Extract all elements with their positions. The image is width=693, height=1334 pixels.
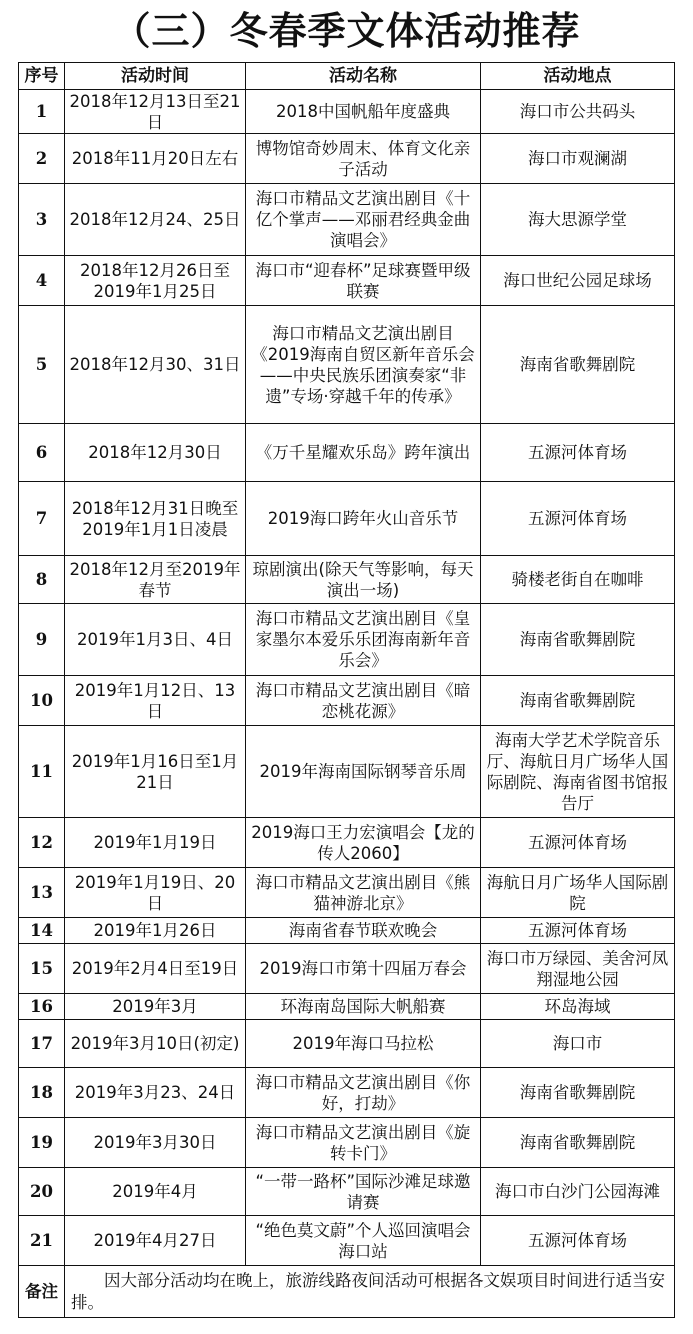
cell-num: 4 xyxy=(19,256,65,306)
cell-name: 2019海口跨年火山音乐节 xyxy=(246,482,481,556)
cell-time: 2018年11月20日左右 xyxy=(65,134,246,184)
cell-name: 环海南岛国际大帆船赛 xyxy=(246,994,481,1020)
cell-time: 2018年12月31日晚至2019年1月1日凌晨 xyxy=(65,482,246,556)
cell-name: 2018中国帆船年度盛典 xyxy=(246,90,481,134)
cell-place: 海口市白沙门公园海滩 xyxy=(481,1168,675,1216)
cell-place: 海南省歌舞剧院 xyxy=(481,1068,675,1118)
cell-place: 海航日月广场华人国际剧院 xyxy=(481,868,675,918)
cell-place: 五源河体育场 xyxy=(481,424,675,482)
cell-place: 五源河体育场 xyxy=(481,818,675,868)
table-row xyxy=(19,818,675,868)
cell-num: 3 xyxy=(19,184,65,256)
cell-time: 2019年3月10日(初定) xyxy=(65,1020,246,1068)
cell-name: “一带一路杯”国际沙滩足球邀请赛 xyxy=(246,1168,481,1216)
cell-time: 2018年12月26日至2019年1月25日 xyxy=(65,256,246,306)
cell-place: 海大思源学堂 xyxy=(481,184,675,256)
table-row xyxy=(19,604,675,676)
cell-name: 海口市精品文艺演出剧目《暗恋桃花源》 xyxy=(246,676,481,726)
cell-name: 海口市精品文艺演出剧目《熊猫神游北京》 xyxy=(246,868,481,918)
cell-place: 海南大学艺术学院音乐厅、海航日月广场华人国际剧院、海南省图书馆报告厅 xyxy=(481,726,675,818)
cell-name: 海南省春节联欢晚会 xyxy=(246,918,481,944)
cell-time: 2019年1月19日、20日 xyxy=(65,868,246,918)
cell-num: 14 xyxy=(19,918,65,944)
table-row xyxy=(19,184,675,256)
cell-num: 1 xyxy=(19,90,65,134)
cell-time: 2018年12月30日 xyxy=(65,424,246,482)
cell-place: 海南省歌舞剧院 xyxy=(481,1118,675,1168)
cell-num: 17 xyxy=(19,1020,65,1068)
header-name: 活动名称 xyxy=(246,63,481,90)
header-num: 序号 xyxy=(19,63,65,90)
cell-num: 7 xyxy=(19,482,65,556)
cell-name: 2019年海口马拉松 xyxy=(246,1020,481,1068)
cell-time: 2019年1月26日 xyxy=(65,918,246,944)
cell-num: 19 xyxy=(19,1118,65,1168)
table-row xyxy=(19,726,675,818)
cell-place: 海口市公共码头 xyxy=(481,90,675,134)
cell-time: 2019年3月 xyxy=(65,994,246,1020)
cell-place: 海口市万绿园、美舍河凤翔湿地公园 xyxy=(481,944,675,994)
table-row xyxy=(19,134,675,184)
cell-time: 2018年12月24、25日 xyxy=(65,184,246,256)
cell-num: 10 xyxy=(19,676,65,726)
header-time: 活动时间 xyxy=(65,63,246,90)
cell-place: 海口世纪公园足球场 xyxy=(481,256,675,306)
cell-time: 2019年1月16日至1月21日 xyxy=(65,726,246,818)
cell-name: 海口市精品文艺演出剧目《十亿个掌声——邓丽君经典金曲演唱会》 xyxy=(246,184,481,256)
cell-name: 琼剧演出(除天气等影响，每天演出一场) xyxy=(246,556,481,604)
cell-place: 海口市观澜湖 xyxy=(481,134,675,184)
cell-num: 11 xyxy=(19,726,65,818)
cell-name: 海口市精品文艺演出剧目《旋转卡门》 xyxy=(246,1118,481,1168)
table-row xyxy=(19,556,675,604)
table-row xyxy=(19,1118,675,1168)
table-row xyxy=(19,994,675,1020)
cell-place: 海口市 xyxy=(481,1020,675,1068)
table-row xyxy=(19,918,675,944)
cell-name: 2019年海南国际钢琴音乐周 xyxy=(246,726,481,818)
cell-name: 海口市精品文艺演出剧目《你好，打劫》 xyxy=(246,1068,481,1118)
table-row xyxy=(19,424,675,482)
table-row xyxy=(19,676,675,726)
table-row xyxy=(19,868,675,918)
note-row xyxy=(19,1266,675,1318)
cell-num: 15 xyxy=(19,944,65,994)
activity-table xyxy=(18,62,675,1318)
cell-time: 2019年3月23、24日 xyxy=(65,1068,246,1118)
cell-num: 20 xyxy=(19,1168,65,1216)
cell-time: 2018年12月13日至21日 xyxy=(65,90,246,134)
table-row xyxy=(19,482,675,556)
cell-place: 海南省歌舞剧院 xyxy=(481,604,675,676)
cell-name: 2019海口王力宏演唱会【龙的传人2060】 xyxy=(246,818,481,868)
cell-place: 五源河体育场 xyxy=(481,482,675,556)
cell-num: 18 xyxy=(19,1068,65,1118)
table-header-row xyxy=(19,63,675,90)
table-row xyxy=(19,1020,675,1068)
table-row xyxy=(19,1216,675,1266)
table-row xyxy=(19,1168,675,1216)
cell-place: 环岛海域 xyxy=(481,994,675,1020)
cell-time: 2018年12月30、31日 xyxy=(65,306,246,424)
table-row xyxy=(19,90,675,134)
cell-time: 2019年1月3日、4日 xyxy=(65,604,246,676)
page-title: （三）冬春季文体活动推荐 xyxy=(112,9,581,53)
cell-num: 2 xyxy=(19,134,65,184)
cell-place: 骑楼老街自在咖啡 xyxy=(481,556,675,604)
table-row xyxy=(19,256,675,306)
cell-place: 五源河体育场 xyxy=(481,918,675,944)
cell-place: 五源河体育场 xyxy=(481,1216,675,1266)
cell-name: “绝色莫文蔚”个人巡回演唱会海口站 xyxy=(246,1216,481,1266)
cell-num: 16 xyxy=(19,994,65,1020)
table-row xyxy=(19,944,675,994)
cell-name: 海口市“迎春杯”足球赛暨甲级联赛 xyxy=(246,256,481,306)
cell-time: 2019年3月30日 xyxy=(65,1118,246,1168)
table-row xyxy=(19,306,675,424)
cell-num: 6 xyxy=(19,424,65,482)
cell-name: 海口市精品文艺演出剧目《皇家墨尔本爱乐乐团海南新年音乐会》 xyxy=(246,604,481,676)
cell-place: 海南省歌舞剧院 xyxy=(481,306,675,424)
cell-num: 13 xyxy=(19,868,65,918)
table-row xyxy=(19,1068,675,1118)
cell-time: 2019年4月27日 xyxy=(65,1216,246,1266)
note-label: 备注 xyxy=(19,1266,65,1318)
note-text: 因大部分活动均在晚上，旅游线路夜间活动可根据各文娱项目时间进行适当安排。 xyxy=(65,1266,675,1318)
cell-name: 博物馆奇妙周末、体育文化亲子活动 xyxy=(246,134,481,184)
cell-time: 2019年1月12日、13日 xyxy=(65,676,246,726)
cell-time: 2019年1月19日 xyxy=(65,818,246,868)
cell-name: 2019海口市第十四届万春会 xyxy=(246,944,481,994)
cell-time: 2019年4月 xyxy=(65,1168,246,1216)
cell-num: 21 xyxy=(19,1216,65,1266)
cell-num: 12 xyxy=(19,818,65,868)
cell-place: 海南省歌舞剧院 xyxy=(481,676,675,726)
cell-name: 海口市精品文艺演出剧目《2019海南自贸区新年音乐会——中央民族乐团演奏家“非遗”专场·穿越千年的传承》 xyxy=(246,306,481,424)
cell-num: 9 xyxy=(19,604,65,676)
header-place: 活动地点 xyxy=(481,63,675,90)
cell-num: 5 xyxy=(19,306,65,424)
cell-time: 2019年2月4日至19日 xyxy=(65,944,246,994)
cell-name: 《万千星耀欢乐岛》跨年演出 xyxy=(246,424,481,482)
cell-num: 8 xyxy=(19,556,65,604)
cell-time: 2018年12月至2019年春节 xyxy=(65,556,246,604)
